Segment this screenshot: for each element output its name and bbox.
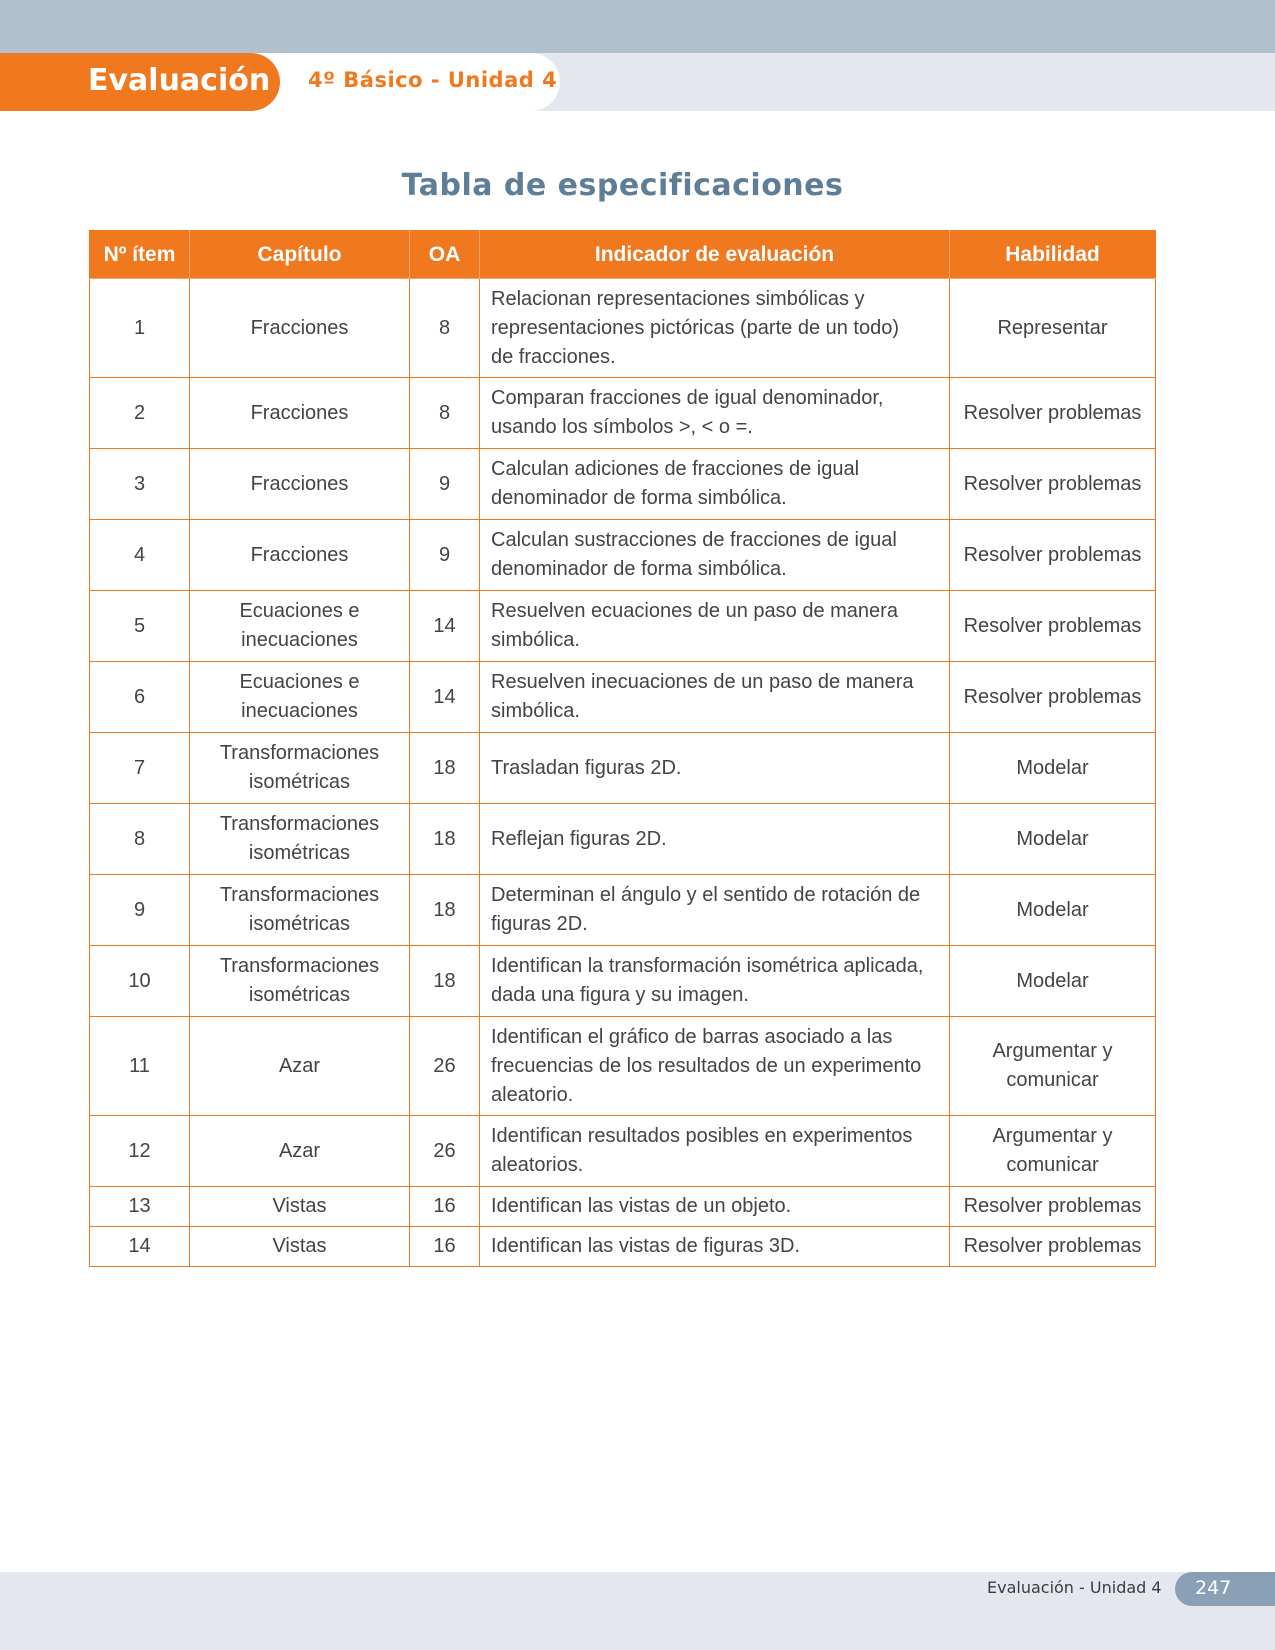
skill-cell-line: Argumentar y <box>992 1125 1113 1147</box>
table-row <box>90 1017 1156 1116</box>
oa-cell: 8 <box>410 378 480 449</box>
chapter-cell <box>190 591 410 662</box>
indicator-cell <box>480 733 950 804</box>
subtitle-pill <box>240 53 560 111</box>
oa-cell: 18 <box>410 804 480 875</box>
chapter-cell-line: isométricas <box>248 842 351 864</box>
page-number: 247 <box>1195 1577 1232 1599</box>
specifications-table <box>89 230 1156 1267</box>
chapter-cell-line: isométricas <box>248 913 351 935</box>
indicator-cell <box>480 378 950 449</box>
section-label: Evaluación <box>88 63 271 98</box>
skill-cell <box>950 1187 1156 1227</box>
chapter-cell-line: Transformaciones <box>219 955 380 977</box>
chapter-cell <box>190 804 410 875</box>
skill-cell-line: Argumentar y <box>992 1040 1113 1062</box>
skill-cell-line: Modelar <box>1016 827 1089 850</box>
oa-cell: 18 <box>410 946 480 1017</box>
skill-cell <box>950 946 1156 1017</box>
skill-cell <box>950 1116 1156 1187</box>
oa-cell: 9 <box>410 520 480 591</box>
chapter-cell-line: Ecuaciones e <box>239 600 360 622</box>
oa-cell: 16 <box>410 1187 480 1227</box>
skill-cell <box>950 378 1156 449</box>
table-row <box>90 946 1156 1017</box>
indicator-cell-line: figuras 2D. <box>491 913 588 935</box>
item-number-cell: 11 <box>90 1017 190 1116</box>
item-number-cell: 13 <box>90 1187 190 1227</box>
table-row <box>90 520 1156 591</box>
skill-cell-line: Modelar <box>1016 756 1089 779</box>
page-title: Tabla de especificaciones <box>401 168 844 203</box>
table-header-row <box>90 231 1156 279</box>
item-number-cell: 6 <box>90 662 190 733</box>
skill-cell <box>950 449 1156 520</box>
indicator-cell-line: denominador de forma simbólica. <box>491 487 787 509</box>
indicator-cell-line: simbólica. <box>491 629 580 651</box>
indicator-cell <box>480 1187 950 1227</box>
indicator-cell-line: de fracciones. <box>491 345 616 368</box>
chapter-cell <box>190 875 410 946</box>
table-row <box>90 733 1156 804</box>
oa-cell: 14 <box>410 591 480 662</box>
chapter-cell: Fracciones <box>190 279 410 378</box>
indicator-cell-line: frecuencias de los resultados de un experimento <box>491 1054 922 1077</box>
table-row <box>90 1187 1156 1227</box>
skill-cell <box>950 1227 1156 1267</box>
chapter-cell: Fracciones <box>190 378 410 449</box>
chapter-cell: Azar <box>190 1116 410 1187</box>
chapter-cell <box>190 946 410 1017</box>
indicator-cell <box>480 520 950 591</box>
indicator-cell <box>480 279 950 378</box>
indicator-cell-line: representaciones pictóricas (parte de un todo) <box>491 316 900 339</box>
column-header: Nº ítem <box>90 231 190 279</box>
skill-cell-line: Resolver problemas <box>963 1195 1142 1217</box>
item-number-cell: 3 <box>90 449 190 520</box>
indicator-cell <box>480 1017 950 1116</box>
section-tab <box>0 53 280 111</box>
skill-cell-line: comunicar <box>1006 1154 1099 1176</box>
table-row <box>90 662 1156 733</box>
indicator-cell-line: Comparan fracciones de igual denominador, <box>491 387 884 409</box>
chapter-cell-line: isométricas <box>248 771 351 793</box>
indicator-cell-line: dada una figura y su imagen. <box>491 984 749 1006</box>
indicator-cell-line: Reflejan figuras 2D. <box>491 827 667 850</box>
skill-cell-line: Representar <box>997 316 1108 339</box>
indicator-cell-line: Identifican las vistas de figuras 3D. <box>491 1235 801 1257</box>
table-row <box>90 449 1156 520</box>
skill-cell-line: Resolver problemas <box>963 614 1142 637</box>
indicator-cell-line: Identifican las vistas de un objeto. <box>491 1195 792 1217</box>
chapter-cell <box>190 733 410 804</box>
skill-cell <box>950 733 1156 804</box>
indicator-cell-line: denominador de forma simbólica. <box>491 558 787 580</box>
item-number-cell: 14 <box>90 1227 190 1267</box>
item-number-cell: 5 <box>90 591 190 662</box>
table-row <box>90 804 1156 875</box>
skill-cell-line: Resolver problemas <box>963 472 1142 495</box>
chapter-cell <box>190 662 410 733</box>
indicator-cell <box>480 591 950 662</box>
table-row <box>90 591 1156 662</box>
indicator-cell-line: aleatorios. <box>491 1154 584 1176</box>
chapter-cell-line: inecuaciones <box>241 629 358 651</box>
skill-cell-line: Modelar <box>1016 969 1089 992</box>
indicator-cell-line: Identifican la transformación isométrica aplicada, <box>491 955 924 977</box>
oa-cell: 14 <box>410 662 480 733</box>
item-number-cell: 1 <box>90 279 190 378</box>
indicator-cell <box>480 449 950 520</box>
skill-cell <box>950 520 1156 591</box>
item-number-cell: 2 <box>90 378 190 449</box>
footer-label: Evaluación - Unidad 4 <box>987 1578 1162 1597</box>
indicator-cell-line: Resuelven ecuaciones de un paso de manera <box>491 600 898 622</box>
skill-cell <box>950 662 1156 733</box>
skill-cell-line: Resolver problemas <box>963 401 1142 424</box>
skill-cell-line: Resolver problemas <box>963 543 1142 566</box>
indicator-cell <box>480 1227 950 1267</box>
page-number-badge <box>1175 1572 1275 1606</box>
skill-cell <box>950 1017 1156 1116</box>
indicator-cell-line: Calculan adiciones de fracciones de igual <box>491 458 860 480</box>
indicator-cell-line: simbólica. <box>491 700 580 722</box>
unit-subtitle: 4º Básico - Unidad 4 <box>308 68 558 92</box>
indicator-cell <box>480 875 950 946</box>
skill-cell <box>950 875 1156 946</box>
oa-cell: 8 <box>410 279 480 378</box>
indicator-cell <box>480 662 950 733</box>
item-number-cell: 12 <box>90 1116 190 1187</box>
chapter-cell-line: Transformaciones <box>219 884 380 906</box>
chapter-cell: Vistas <box>190 1187 410 1227</box>
table-row <box>90 1116 1156 1187</box>
table-row <box>90 378 1156 449</box>
indicator-cell <box>480 1116 950 1187</box>
item-number-cell: 10 <box>90 946 190 1017</box>
table-row <box>90 1227 1156 1267</box>
skill-cell <box>950 804 1156 875</box>
skill-cell-line: Resolver problemas <box>963 1235 1142 1257</box>
chapter-cell-line: Ecuaciones e <box>239 671 360 693</box>
skill-cell <box>950 591 1156 662</box>
table-body <box>90 279 1156 1267</box>
top-band <box>0 0 1275 53</box>
indicator-cell <box>480 804 950 875</box>
indicator-cell-line: Identifican resultados posibles en experimentos <box>491 1125 913 1147</box>
indicator-cell <box>480 946 950 1017</box>
chapter-cell-line: Transformaciones <box>219 742 380 764</box>
oa-cell: 26 <box>410 1116 480 1187</box>
column-header: Indicador de evaluación <box>480 231 950 279</box>
column-header: Capítulo <box>190 231 410 279</box>
skill-cell-line: Modelar <box>1016 898 1089 921</box>
indicator-cell-line: usando los símbolos >, < o =. <box>491 416 753 438</box>
oa-cell: 18 <box>410 733 480 804</box>
column-header: Habilidad <box>950 231 1156 279</box>
chapter-cell-line: Transformaciones <box>219 813 380 835</box>
oa-cell: 18 <box>410 875 480 946</box>
item-number-cell: 9 <box>90 875 190 946</box>
indicator-cell-line: Resuelven inecuaciones de un paso de manera <box>491 671 914 693</box>
item-number-cell: 8 <box>90 804 190 875</box>
indicator-cell-line: Trasladan figuras 2D. <box>491 756 682 779</box>
indicator-cell-line: Identifican el gráfico de barras asociado a las <box>491 1025 893 1048</box>
chapter-cell: Fracciones <box>190 520 410 591</box>
skill-cell-line: Resolver problemas <box>963 685 1142 708</box>
oa-cell: 26 <box>410 1017 480 1116</box>
indicator-cell-line: Determinan el ángulo y el sentido de rotación de <box>491 884 921 906</box>
indicator-cell-line: aleatorio. <box>491 1083 574 1106</box>
indicator-cell-line: Calculan sustracciones de fracciones de igual <box>491 529 897 551</box>
chapter-cell-line: inecuaciones <box>241 700 358 722</box>
chapter-cell: Vistas <box>190 1227 410 1267</box>
item-number-cell: 7 <box>90 733 190 804</box>
column-header: OA <box>410 231 480 279</box>
table-row <box>90 875 1156 946</box>
chapter-cell-line: isométricas <box>248 984 351 1006</box>
skill-cell-line: comunicar <box>1006 1069 1099 1091</box>
chapter-cell: Azar <box>190 1017 410 1116</box>
oa-cell: 16 <box>410 1227 480 1267</box>
oa-cell: 9 <box>410 449 480 520</box>
table-row <box>90 279 1156 378</box>
chapter-cell: Fracciones <box>190 449 410 520</box>
item-number-cell: 4 <box>90 520 190 591</box>
skill-cell <box>950 279 1156 378</box>
indicator-cell-line: Relacionan representaciones simbólicas y <box>491 287 865 310</box>
